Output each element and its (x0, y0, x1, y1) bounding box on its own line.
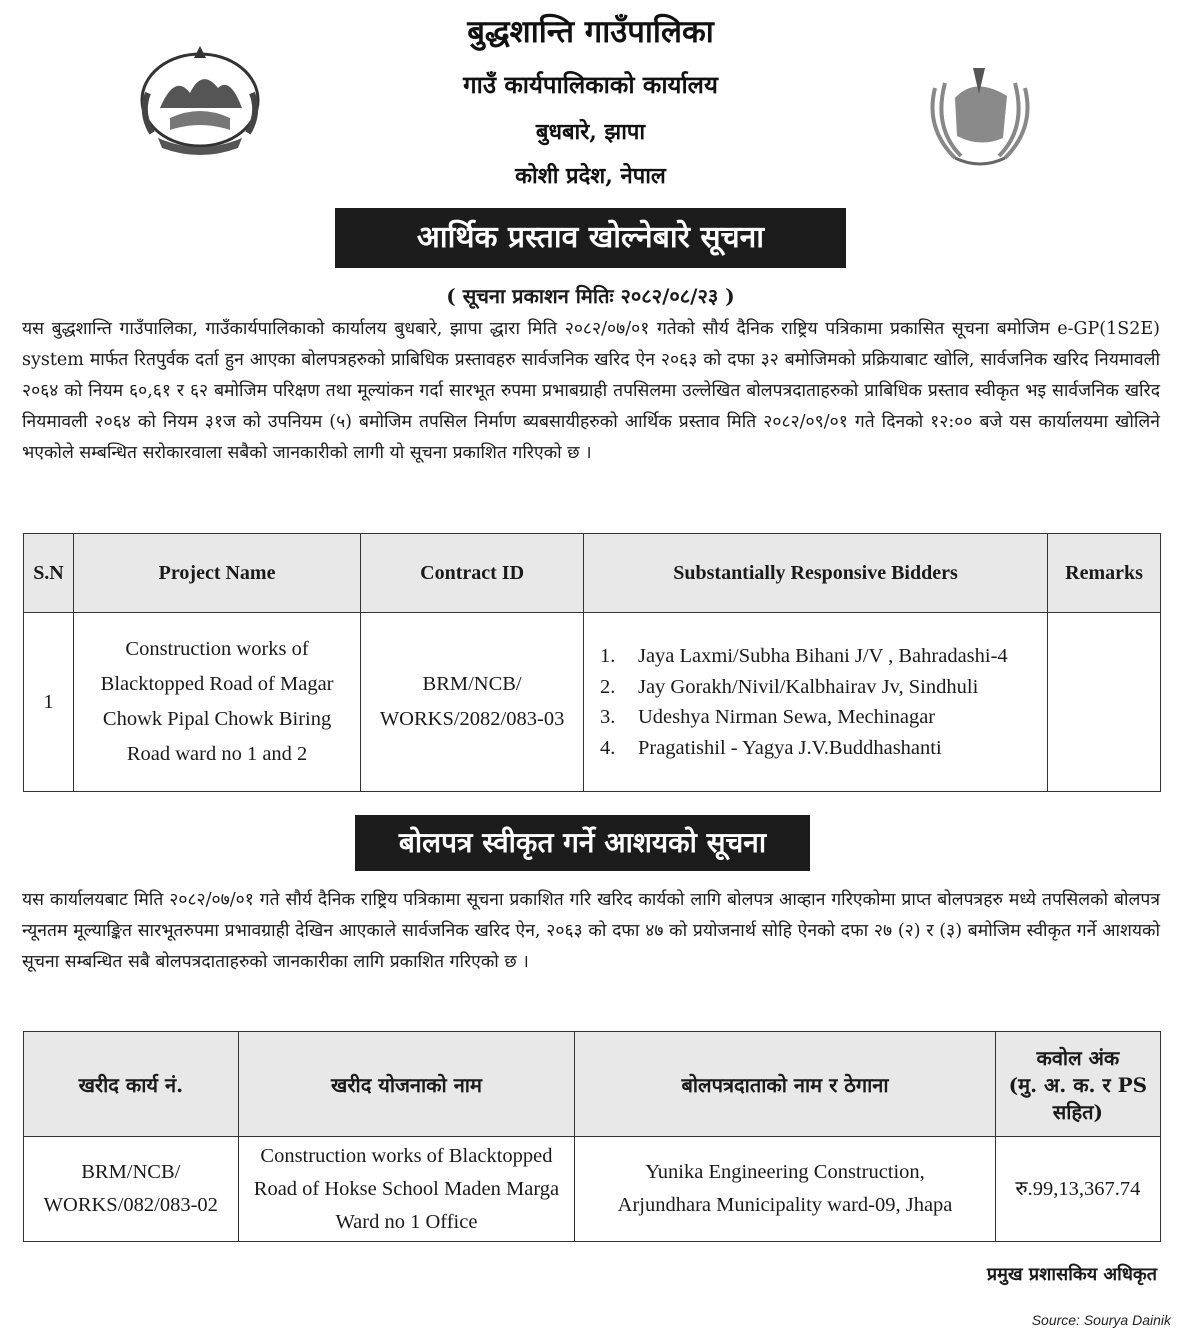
work-no-line1: BRM/NCB/ (81, 1161, 181, 1183)
row-contract-id (361, 613, 584, 792)
col-plan-name: खरीद योजनाको नाम (238, 1032, 575, 1137)
signature-title: प्रमुख प्रशासकिय अधिकृत (986, 1264, 1157, 1285)
office-address: बुधबारे, झापा (535, 119, 646, 145)
table-header-row (24, 1032, 1161, 1137)
row-bidder (575, 1137, 995, 1242)
table-row (24, 1137, 1161, 1242)
row-remarks (1048, 613, 1161, 792)
amount-header-line3: सहित) (1052, 1099, 1103, 1124)
row-bid-amount: रु.99,13,367.74 (995, 1137, 1160, 1242)
bidder-line2: Arjundhara Municipality ward-09, Jhapa (617, 1194, 953, 1216)
office-name: गाउँ कार्यपालिकाको कार्यालय (463, 70, 718, 99)
notice1-body: यस बुद्धशान्ति गाउँपालिका, गाउँकार्यपालिकाको कार्यालय बुधबारे, झापा द्धारा मिति २०८२/०७/०१ गतेको सौर्य दैनिक राष्ट्रिय पत्रिकामा प्रकासित सूचना बमोजिम e-GP(1S2E) system मार्फत रितपुर्वक दर्ता हुन आएका बोलपत्रहरुको प्राबिधिक प्रस्तावहरु सार्वजनिक खरिद ऐन २०६३ को दफा ३२ बमोजिमको प्रक्रियाबाट खोलि, सार्वजनिक खरिद नियमावली २०६४ को नियम ६०,६१ र ६२ बमोजिम परिक्षण तथा मूल्यांकन गर्दा सारभूत रुपमा प्रभाबग्राही तपसिलमा उल्लेखित बोलपत्रदाताहरुको प्राबिधिक प्रस्ताव स्वीकृत भइ सार्वजनिक खरिद नियमावली २०६४ को नियम ३१ज को उपनियम (५) बमोजिम तपसिल निर्माण ब्यबसायीहरुको आर्थिक प्रस्ताव मिति २०८२/०९/०१ गते दिनको १२:०० बजे यस कार्यालयमा खोलिने भएकोले सम्बन्धित सरोकारवाला सबैको जानकारीको लागी यो सूचना प्रकाशित गरिएको छ । (22, 319, 1160, 463)
row-work-no (24, 1137, 239, 1242)
col-remarks: Remarks (1048, 534, 1161, 613)
list-item: Udeshya Nirman Sewa, Mechinagar (637, 706, 936, 728)
table-header-row (24, 534, 1161, 613)
bidders-list (590, 641, 1041, 763)
notice2-body: यस कार्यालयबाट मिति २०८२/०७/०१ गते सौर्य दैनिक राष्ट्रिय पत्रिकामा सूचना प्रकाशित गरि खरिद कार्यको लागि बोलपत्र आव्हान गरिएकोमा प्राप्त बोलपत्रहरु मध्ये तपसिलको बोलपत्र न्यूनतम मूल्याङ्कित सारभूतरुपमा प्रभावग्राही देखिन आएकाले सार्वजनिक खरिद ऐन, २०६३ को दफा ४७ को प्रयोजनार्थ सोहि ऐनको दफा २७ (२) र (३) बमोजिम स्वीकृत गर्ने आशयको सूचना सम्बन्धित सबै बोलपत्रदाताहरुको जानकारीका लागि प्रकाशित गरिएको छ । (22, 890, 1160, 972)
source-credit: Source: Sourya Dainik (1031, 1312, 1171, 1328)
row-plan-name: Construction works of Blacktopped Road of Hokse School Maden Marga Ward no 1 Office (238, 1137, 575, 1242)
contract-id-line2: WORKS/2082/083-03 (379, 708, 565, 730)
province-country: कोशी प्रदेश, नेपाल (515, 163, 666, 189)
col-bidders: Substantially Responsive Bidders (583, 534, 1047, 613)
list-item: Pragatishil - Yagya J.V.Buddhashanti (637, 736, 942, 759)
col-bidder-name-address: बोलपत्रदाताको नाम र ठेगाना (575, 1032, 995, 1137)
amount-header-line1: कवोल अंक (1036, 1045, 1120, 1070)
notice1-title: आर्थिक प्रस्ताव खोल्नेबारे सूचना (335, 208, 846, 268)
notice2-title: बोलपत्र स्वीकृत गर्ने आशयको सूचना (355, 815, 810, 871)
col-work-no: खरीद कार्य नं. (24, 1032, 239, 1137)
col-contract-id: Contract ID (361, 534, 584, 613)
bidders-table (23, 533, 1161, 792)
row-bidders (583, 613, 1047, 792)
col-bid-amount (995, 1032, 1160, 1137)
bidder-line1: Yunika Engineering Construction, (645, 1161, 925, 1183)
contract-id-line1: BRM/NCB/ (422, 673, 522, 695)
municipality-name: बुद्धशान्ति गाउँपालिका (467, 14, 714, 50)
municipality-logo-icon (915, 48, 1045, 178)
award-table (23, 1031, 1161, 1242)
list-item: Jay Gorakh/Nivil/Kalbhairav Jv, Sindhuli (637, 675, 979, 698)
row-project-name: Construction works of Blacktopped Road of Magar Chowk Pipal Chowk Biring Road ward no 1 and 2 (73, 613, 360, 792)
list-item: Jaya Laxmi/Subha Bihani J/V , Bahradashi-4 (637, 645, 1008, 667)
amount-header-line2: (मु. अ. क. र PS (1008, 1072, 1148, 1097)
col-project-name: Project Name (73, 534, 360, 613)
work-no-line2: WORKS/082/083-02 (43, 1194, 218, 1216)
col-sn: S.N (24, 534, 74, 613)
publication-date: ( सूचना प्रकाशन मितिः २०८२/०८/२३ ) (446, 284, 735, 308)
row-sn: 1 (24, 613, 74, 792)
table-row (24, 613, 1161, 792)
letterhead (0, 0, 1181, 200)
